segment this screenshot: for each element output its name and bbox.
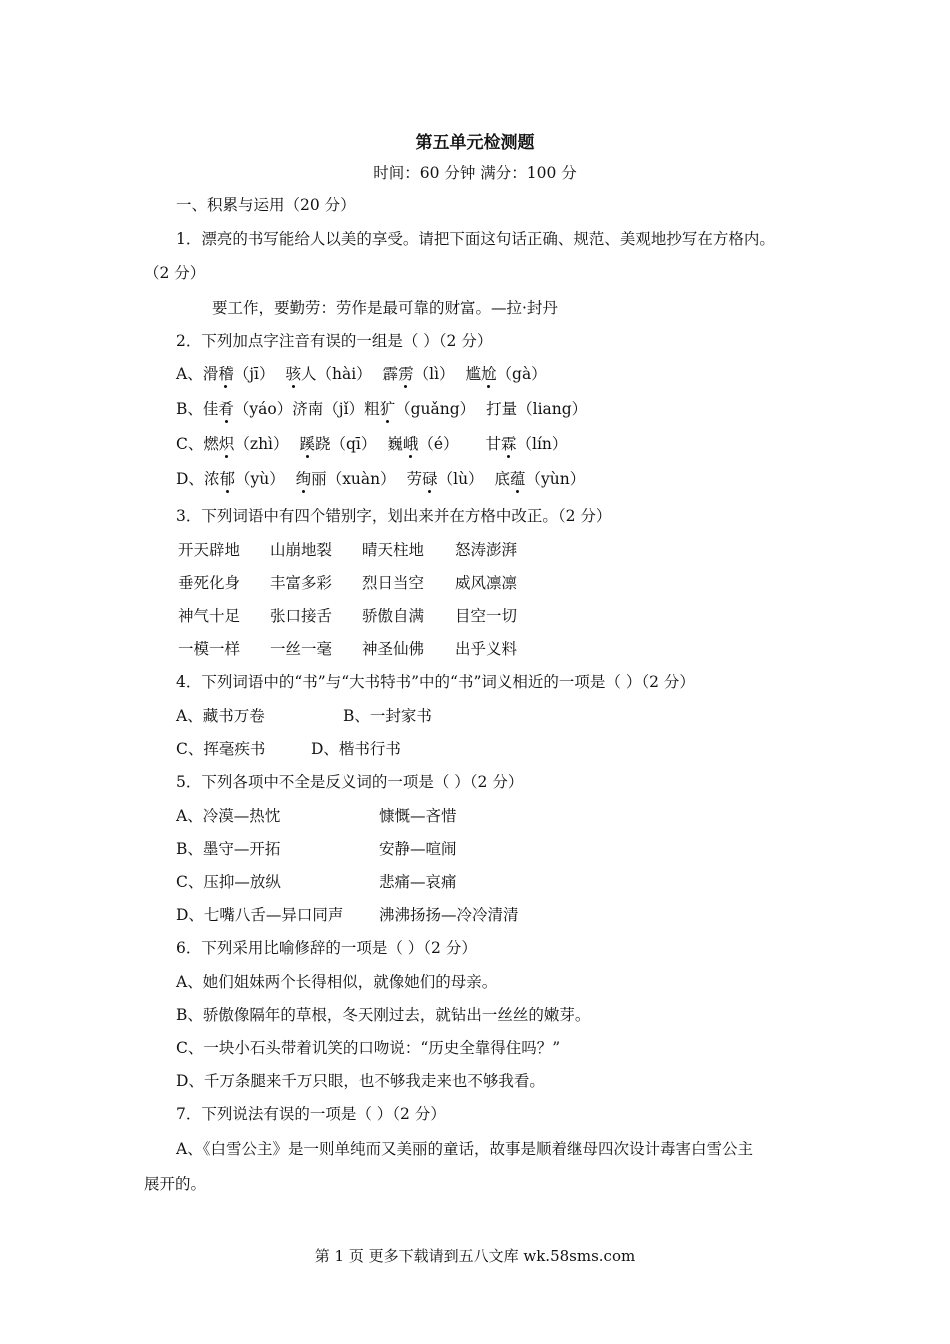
option-4b: B、一封家书 <box>343 707 432 725</box>
option-5d: D、七嘴八舌—异口同声 <box>176 906 344 924</box>
option-5d-pair: 沸沸扬扬—冷冷清清 <box>379 906 519 924</box>
question-7: 7．下列说法有误的一项是（ ）（2 分） <box>176 1105 446 1123</box>
dotted-char: 骇 <box>285 365 301 383</box>
option-7a: A、《白雪公主》是一则单纯而又美丽的童话，故事是顺着继母四次设计毒害白雪公主 <box>176 1140 753 1158</box>
option-5b: B、墨守—开拓 <box>176 840 281 858</box>
dotted-char: 尬 <box>481 365 497 383</box>
dotted-char: 蕴 <box>510 470 526 488</box>
word-cell: 晴天柱地 <box>362 541 425 559</box>
question-2: 2．下列加点字注音有误的一组是（ ）（2 分） <box>176 332 493 350</box>
word-cell: 神圣仙佛 <box>362 640 425 658</box>
section-heading: 一、积累与运用（20 分） <box>176 196 356 214</box>
dotted-char: 肴 <box>218 400 234 418</box>
word-cell: 神气十足 <box>178 607 241 625</box>
dotted-char: 郁 <box>219 470 235 488</box>
option-label: B、 <box>176 400 203 418</box>
question-4: 4．下列词语中的“书”与“大书特书”中的“书”词义相近的一项是（ ）（2 分） <box>176 673 695 691</box>
dotted-char: 峨 <box>402 435 419 453</box>
word-cell: 一模一样 <box>178 640 241 658</box>
option-label: D、 <box>176 470 204 488</box>
option-5c-pair: 悲痛—哀痛 <box>379 873 457 891</box>
dotted-char: 雳 <box>398 365 414 383</box>
option-4a: A、藏书万卷 <box>176 707 265 725</box>
word-cell: 怒涛澎湃 <box>455 541 518 559</box>
option-5c: C、压抑—放纵 <box>176 873 281 891</box>
dotted-char: 蹊 <box>299 435 315 453</box>
option-5a-pair: 慷慨—吝惜 <box>379 807 457 825</box>
word-cell: 山崩地裂 <box>270 541 333 559</box>
option-2d: D、浓郁（yù） 绚丽（xuàn） 劳碌（lù） 底蕴（yùn） <box>176 470 586 488</box>
option-6c: C、一块小石头带着讥笑的口吻说：“历史全靠得住吗？” <box>176 1039 561 1057</box>
question-6: 6．下列采用比喻修辞的一项是（ ）（2 分） <box>176 939 477 957</box>
word-cell: 威风凛凛 <box>455 574 518 592</box>
dotted-char: 碌 <box>422 470 438 488</box>
option-6b: B、骄傲像隔年的草根，冬天刚过去，就钻出一丝丝的嫩芽。 <box>176 1006 591 1024</box>
option-6a: A、她们姐妹两个长得相似，就像她们的母亲。 <box>176 973 498 991</box>
option-4c: C、挥毫疾书 <box>176 740 266 758</box>
question-1-cont: （2 分） <box>144 264 206 282</box>
word-cell: 出乎义料 <box>455 640 518 658</box>
dotted-char: 炽 <box>218 435 235 453</box>
dotted-char: 绚 <box>295 470 312 488</box>
option-label: C、 <box>176 435 204 453</box>
exam-info: 时间：60 分钟 满分：100 分 <box>373 164 577 182</box>
option-5b-pair: 安静—喧闹 <box>379 840 457 858</box>
dotted-char: 犷 <box>379 400 396 418</box>
page-footer: 第 1 页 更多下载请到五八文库 wk.58sms.com <box>314 1247 636 1265</box>
option-5a: A、冷漠—热忱 <box>176 807 281 825</box>
word-cell: 丰富多彩 <box>270 574 333 592</box>
word-cell: 骄傲自满 <box>362 607 425 625</box>
word-cell: 张口接舌 <box>270 607 333 625</box>
option-7a-cont: 展开的。 <box>144 1175 207 1193</box>
copy-quote: 要工作，要勤劳：劳作是最可靠的财富。—拉·封丹 <box>212 299 558 317</box>
question-1: 1．漂亮的书写能给人以美的享受。请把下面这句话正确、规范、美观地抄写在方格内。 <box>176 230 775 248</box>
word-cell: 一丝一毫 <box>270 640 333 658</box>
option-2a: A、滑稽（jī） 骇人（hài） 霹雳（lì） 尴尬（gà） <box>176 365 547 383</box>
option-2c: C、燃炽（zhì） 蹊跷（qī） 巍峨（é） 甘霖（lín） <box>176 435 568 453</box>
question-5: 5．下列各项中不全是反义词的一项是（ ）（2 分） <box>176 773 524 791</box>
option-4d: D、楷书行书 <box>311 740 401 758</box>
dotted-char: 霖 <box>500 435 517 453</box>
word-cell: 垂死化身 <box>178 574 241 592</box>
page-title: 第五单元检测题 <box>415 133 535 153</box>
option-6d: D、千万条腿来千万只眼，也不够我走来也不够我看。 <box>176 1072 545 1090</box>
dotted-char: 稽 <box>218 365 234 383</box>
option-label: A、 <box>176 365 203 383</box>
option-2b: B、佳肴（yáo）济南（jǐ）粗犷（guǎng） 打量（liang） <box>176 400 588 418</box>
word-cell: 开天辟地 <box>178 541 241 559</box>
word-cell: 目空一切 <box>455 607 518 625</box>
question-3: 3．下列词语中有四个错别字，划出来并在方格中改正。（2 分） <box>176 507 612 525</box>
word-cell: 烈日当空 <box>362 574 425 592</box>
